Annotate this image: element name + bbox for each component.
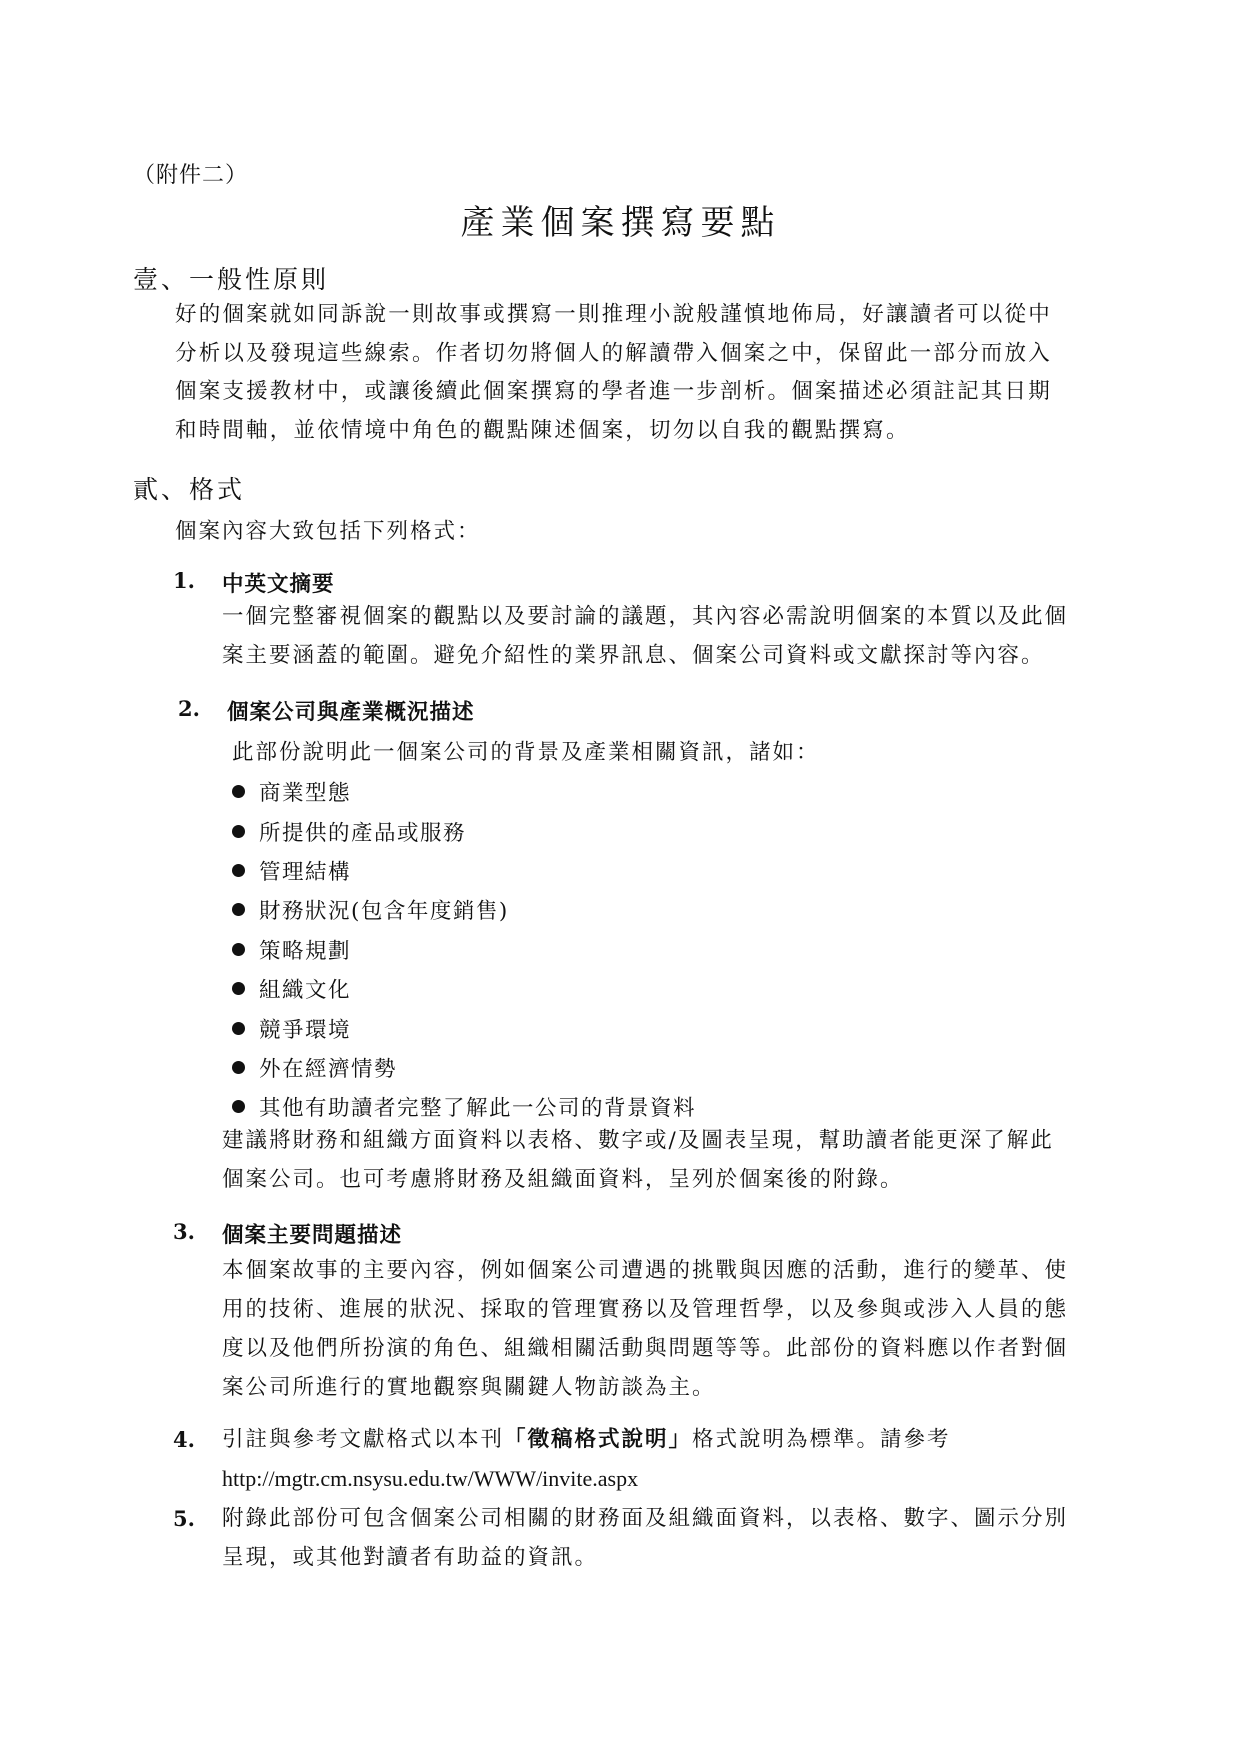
item1-title: 中英文摘要 (222, 572, 335, 597)
item4-paragraph (222, 1420, 1112, 1498)
item4-line (222, 1420, 1112, 1459)
item1-number: 1. (173, 568, 195, 593)
item1-line: 案主要涵蓋的範圍。避免介紹性的業界訊息、個案公司資料或文獻探討等內容。 (222, 643, 1045, 668)
section1-heading: 壹、一般性原則 (133, 265, 330, 294)
item2-after-line: 建議將財務和組織方面資料以表格、數字或/及圖表呈現，幫助讀者能更深了解此 (222, 1128, 1054, 1153)
item1-paragraph (222, 597, 1112, 675)
item3-line: 度以及他們所扮演的角色、組織相關活動與問題等等。此部份的資料應以作者對個 (222, 1336, 1069, 1361)
list-item: 其他有助讀者完整了解此一公司的背景資料 (232, 1087, 696, 1126)
item5-line: 呈現，或其他對讀者有助益的資訊。 (222, 1545, 599, 1570)
item3-paragraph (222, 1251, 1112, 1407)
attachment-label: （附件二） (133, 163, 249, 188)
item4-number: 4. (173, 1427, 195, 1452)
item5-number: 5. (173, 1506, 195, 1531)
item2-bullet-list (232, 772, 696, 1127)
list-item: 策略規劃 (232, 930, 696, 969)
item3-title: 個案主要問題描述 (222, 1223, 403, 1248)
item2-after-line: 個案公司。也可考慮將財務及組織面資料，呈列於個案後的附錄。 (222, 1167, 904, 1192)
list-item: 組織文化 (232, 969, 696, 1008)
bullet-dot-icon (232, 864, 245, 877)
section1-line: 分析以及發現這些線索。作者切勿將個人的解讀帶入個案之中，保留此一部分而放入 (175, 340, 1052, 366)
list-item: 商業型態 (232, 772, 696, 811)
bullet-dot-icon (232, 1100, 245, 1113)
item3-line: 案公司所進行的實地觀察與關鍵人物訪談為主。 (222, 1375, 716, 1400)
item2-intro: 此部份說明此一個案公司的背景及產業相關資訊，諸如： (232, 740, 820, 765)
item4-text-bold: 「徵稿格式說明」 (504, 1427, 693, 1452)
list-item: 管理結構 (232, 851, 696, 890)
page-title: 產業個案撰寫要點 (460, 203, 781, 243)
item3-line: 本個案故事的主要內容，例如個案公司遭遇的挑戰與因應的活動，進行的變革、使 (222, 1258, 1069, 1283)
bullet-dot-icon (232, 943, 245, 956)
section1-line: 和時間軸，並依情境中角色的觀點陳述個案，切勿以自我的觀點撰寫。 (175, 417, 910, 443)
bullet-dot-icon (232, 1061, 245, 1074)
item4-text-after: 格式說明為標準。請參考 (692, 1427, 951, 1452)
reference-url: http://mgtr.cm.nsysu.edu.tw/WWW/invite.aspx (222, 1466, 639, 1491)
section1-line: 好的個案就如同訴說一則故事或撰寫一則推理小說般謹慎地佈局，好讓讀者可以從中 (175, 302, 1052, 327)
item5-line: 附錄此部份可包含個案公司相關的財務面及組織面資料，以表格、數字、圖示分別 (222, 1506, 1069, 1531)
bullet-dot-icon (232, 785, 245, 798)
section1-paragraph (175, 296, 1105, 450)
list-item: 財務狀況(包含年度銷售) (232, 890, 696, 929)
item1-line: 一個完整審視個案的觀點以及要討論的議題，其內容必需說明個案的本質以及此個 (222, 604, 1069, 629)
item5-paragraph (222, 1499, 1112, 1577)
item4-text-before: 引註與參考文獻格式以本刊 (222, 1427, 505, 1452)
bullet-dot-icon (232, 903, 245, 916)
bullet-dot-icon (232, 825, 245, 838)
item2-after-paragraph (222, 1121, 1112, 1199)
bullet-dot-icon (232, 982, 245, 995)
item2-title: 個案公司與產業概況描述 (227, 700, 475, 725)
section1-line: 個案支援教材中，或讓後續此個案撰寫的學者進一步剖析。個案描述必須註記其日期 (175, 379, 1052, 404)
list-item: 外在經濟情勢 (232, 1048, 696, 1087)
item3-number: 3. (173, 1219, 195, 1244)
list-item: 所提供的產品或服務 (232, 811, 696, 850)
bullet-dot-icon (232, 1022, 245, 1035)
item2-number: 2. (178, 696, 200, 721)
list-item: 競爭環境 (232, 1008, 696, 1047)
section2-intro: 個案內容大致包括下列格式： (175, 519, 481, 544)
item3-line: 用的技術、進展的狀況、採取的管理實務以及管理哲學，以及參與或涉入人員的態 (222, 1297, 1069, 1322)
section2-heading: 貳、格式 (133, 475, 246, 504)
